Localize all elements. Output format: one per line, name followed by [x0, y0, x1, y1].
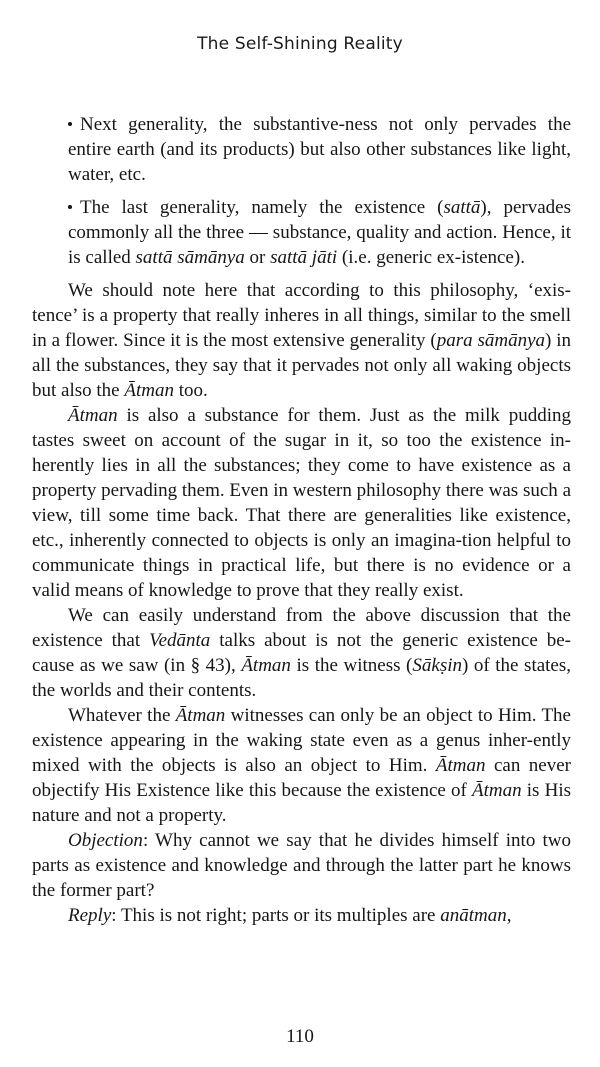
paragraph-1	[32, 278, 571, 403]
italic-term: Ātman	[68, 405, 118, 426]
paragraph-4	[32, 703, 571, 828]
italic-term: para sāmānya	[436, 330, 546, 351]
italic-term: Reply	[68, 905, 112, 926]
paragraph-3	[32, 603, 571, 703]
text-span: We can easily understand from the above discussion that the existence that	[32, 605, 571, 651]
text-span: is also a substance for them. Just as the milk pudding tastes sweet on account of the sugar in it, so too the existence in-herently lies in all the substances; they come to have existence as a property pervading them. Even in western philosophy there was such a view, till some time back. That there are generalities like existence, etc., inherently connected to objects is only an imagina-tion helpful to communicate things in practical life, but there is no evidence or a valid means of knowledge to prove that they really exist.	[32, 405, 571, 601]
italic-term: sattā jāti	[270, 247, 338, 268]
text-span: Next generality, the substantive-ness not only pervades the entire earth (and its products) but also other substances like light, water, etc.	[68, 114, 571, 185]
paragraph-2	[32, 403, 571, 603]
italic-term: Vedānta	[149, 630, 211, 651]
text-span: is the witness (	[290, 655, 413, 676]
paragraph-objection	[32, 828, 571, 903]
text-span: ,	[506, 905, 512, 926]
bullet-paragraph-2	[32, 195, 571, 270]
bullet-dot-icon	[68, 122, 72, 126]
italic-term: sattā sāmānya	[135, 247, 245, 268]
text-span: is His nature and not a property.	[32, 780, 571, 826]
text-span: The last generality, namely the existence (	[80, 197, 444, 218]
text-span: : This is not right; parts or its multiples are	[111, 905, 441, 926]
italic-term: Objection	[68, 830, 143, 851]
paragraph-reply	[32, 903, 571, 928]
italic-term: Ātman	[124, 380, 174, 401]
text-span: (i.e. generic ex-istence).	[337, 247, 525, 268]
italic-term: Sākṣin	[412, 655, 462, 676]
text-span: too.	[173, 380, 208, 401]
italic-term: anātman	[440, 905, 507, 926]
text-span: or	[244, 247, 271, 268]
text-span: ) in all the substances, they say that it pervades not only all waking objects but also the	[32, 330, 571, 401]
bullet-paragraph-1	[32, 112, 571, 187]
text-span: can never objectify His Existence like this because the existence of	[32, 755, 572, 801]
italic-term: Ātman	[241, 655, 291, 676]
text-span: talks about is not the generic existence be-cause as we saw (in § 43),	[32, 630, 571, 676]
text-span: witnesses can only be an object to Him. The existence appearing in the waking state even as a genus inher-ently mixed with the objects is also an object to Him.	[32, 705, 571, 776]
page-number: 110	[286, 1026, 314, 1047]
running-head-title: The Self-Shining Reality	[197, 34, 403, 54]
bullet-dot-icon	[68, 205, 72, 209]
body-text	[32, 112, 571, 928]
italic-term: sattā	[443, 197, 481, 218]
text-span: : Why cannot we say that he divides himself into two parts as existence and knowledge and through the latter part he knows the former part?	[32, 830, 571, 901]
text-span: ), pervades commonly all the three — substance, quality and action. Hence, it is called	[68, 197, 571, 268]
text-span: Whatever the	[68, 705, 176, 726]
italic-term: Ātman	[175, 705, 226, 726]
text-span: ) of the states, the worlds and their contents.	[32, 655, 572, 701]
italic-term: Ātman	[435, 755, 486, 776]
text-span: We should note here that according to this philosophy, ‘exis-tence’ is a property that really inheres in all things, similar to the smell in a flower. Since it is the most extensive generality (	[32, 280, 571, 351]
italic-term: Ātman	[472, 780, 522, 801]
